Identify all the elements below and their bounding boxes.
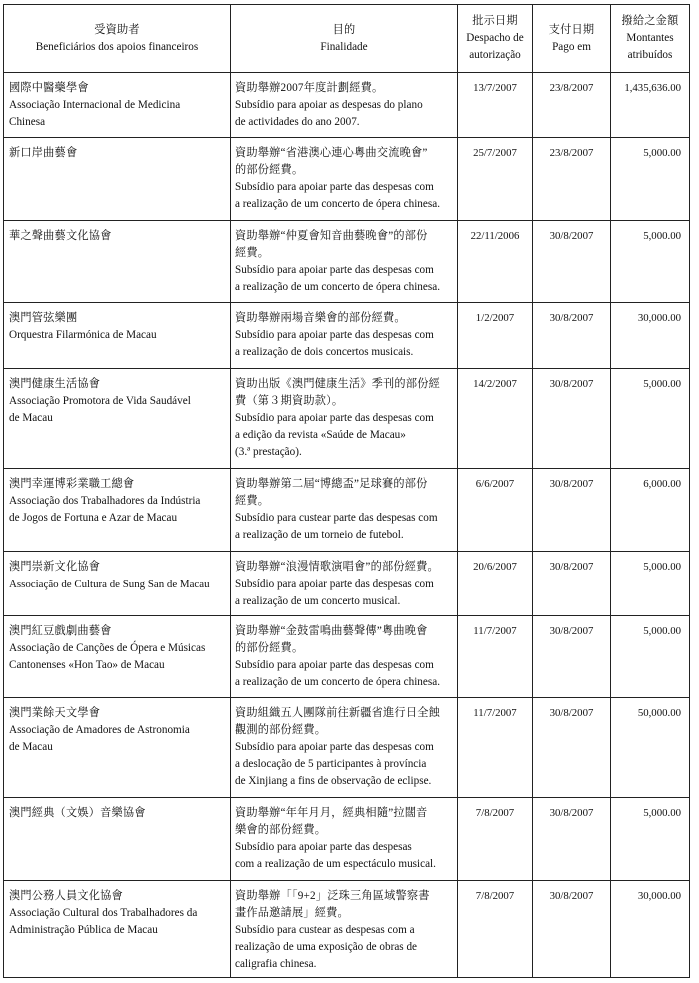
beneficiary-line: de Macau <box>9 412 53 424</box>
beneficiary-line: Associação Promotora de Vida Saudável <box>9 395 191 407</box>
approval-date-cell: 6/6/2007 <box>458 469 533 552</box>
amount-cell: 1,435,636.00 <box>611 73 690 138</box>
beneficiary-line: Associação de Cultura de Sung San de Macau <box>9 578 210 590</box>
header-beneficiary-pt: Beneficiários dos apoios financeiros <box>35 40 199 53</box>
purpose-cell <box>231 138 458 221</box>
amount-cell: 6,000.00 <box>611 469 690 552</box>
beneficiary-line: Associação Cultural dos Trabalhadores da <box>9 907 198 919</box>
grant-table <box>3 4 690 978</box>
purpose-line: 費（第３期資助款）。 <box>235 395 344 407</box>
purpose-cell <box>231 552 458 616</box>
purpose-line: a edição da revista «Saúde de Macau» <box>235 429 406 441</box>
purpose-line: 資助組織五人團隊前往新疆省進行日全蝕 <box>235 707 440 719</box>
beneficiary-cell <box>4 369 231 469</box>
purpose-line: Subsídio para apoiar parte das despesas com <box>235 741 434 753</box>
purpose-line: 資助舉辦“金鼓雷鳴曲藝聲傳”粵曲晚會 <box>235 625 428 637</box>
purpose-cell <box>231 881 458 978</box>
purpose-line: (3.ª prestação). <box>235 446 302 458</box>
header-amount-pt2: atribuídos <box>627 49 673 61</box>
approval-date-cell: 20/6/2007 <box>458 552 533 616</box>
purpose-cell <box>231 369 458 469</box>
beneficiary-cell <box>4 73 231 138</box>
beneficiary-line: Chinesa <box>9 116 46 128</box>
beneficiary-line: Associação dos Trabalhadores da Indústria <box>9 495 201 507</box>
header-payment-zh: 支付日期 <box>548 23 595 36</box>
payment-date-cell: 30/8/2007 <box>533 303 611 369</box>
purpose-line: Subsídio para apoiar parte das despesas com <box>235 181 434 193</box>
table-row <box>4 138 690 221</box>
header-approval-pt2: autorização <box>469 49 521 61</box>
purpose-line: 畫作品邀請展」經費。 <box>235 907 349 919</box>
header-purpose-zh: 目的 <box>332 23 356 36</box>
header-beneficiary <box>4 5 231 73</box>
beneficiary-cell <box>4 552 231 616</box>
approval-date-cell: 7/8/2007 <box>458 881 533 978</box>
purpose-cell <box>231 698 458 798</box>
purpose-line: 樂會的部份經費。 <box>235 824 327 836</box>
purpose-line: Subsídio para apoiar parte das despesas <box>235 841 412 853</box>
table-row <box>4 303 690 369</box>
purpose-line: a realização de um torneio de futebol. <box>235 529 404 541</box>
amount-cell: 5,000.00 <box>611 221 690 303</box>
purpose-line: Subsídio para apoiar parte das despesas com <box>235 329 434 341</box>
purpose-line: a deslocação de 5 participantes à província <box>235 758 427 770</box>
purpose-line: 的部份經費。 <box>235 164 304 176</box>
purpose-line: a realização de um concerto de ópera chinesa. <box>235 198 440 210</box>
table-row <box>4 73 690 138</box>
purpose-line: 觀測的部份經費。 <box>235 724 327 736</box>
payment-date-cell: 30/8/2007 <box>533 798 611 881</box>
purpose-line: 資助舉辦「「9+2」泛珠三角區域警察書 <box>235 890 430 902</box>
table-row <box>4 221 690 303</box>
header-amount-pt1: Montantes <box>626 32 674 44</box>
beneficiary-line: 澳門公務人員文化協會 <box>9 890 123 902</box>
purpose-cell <box>231 303 458 369</box>
table-row <box>4 552 690 616</box>
beneficiary-cell <box>4 798 231 881</box>
amount-cell: 5,000.00 <box>611 616 690 698</box>
beneficiary-line: Associação de Amadores de Astronomia <box>9 724 190 736</box>
beneficiary-cell <box>4 303 231 369</box>
approval-date-cell: 11/7/2007 <box>458 698 533 798</box>
header-amount-zh: 撥給之金額 <box>621 15 679 27</box>
purpose-cell <box>231 616 458 698</box>
header-approval-pt1: Despacho de <box>466 32 524 44</box>
beneficiary-line: 澳門健康生活協會 <box>9 378 101 390</box>
purpose-line: 的部份經費。 <box>235 642 304 654</box>
payment-date-cell: 30/8/2007 <box>533 616 611 698</box>
payment-date-cell: 30/8/2007 <box>533 698 611 798</box>
approval-date-cell: 11/7/2007 <box>458 616 533 698</box>
table-row <box>4 369 690 469</box>
header-payment-date <box>533 5 611 73</box>
purpose-line: 資助出版《澳門健康生活》季刊的部份經 <box>235 378 440 390</box>
purpose-line: 資助舉辦第二屆“博總盃”足球賽的部份 <box>235 478 428 490</box>
beneficiary-line: 澳門紅豆戲劇曲藝會 <box>9 625 112 637</box>
header-approval-date <box>458 5 533 73</box>
purpose-cell <box>231 798 458 881</box>
approval-date-cell: 7/8/2007 <box>458 798 533 881</box>
purpose-line: a realização de um concerto de ópera chinesa. <box>235 676 440 688</box>
beneficiary-line: de Macau <box>9 741 53 753</box>
beneficiary-line: Associação de Canções de Ópera e Músicas <box>9 642 206 654</box>
header-amount <box>611 5 690 73</box>
purpose-line: Subsídio para apoiar parte das despesas com <box>235 659 434 671</box>
purpose-line: caligrafia chinesa. <box>235 958 317 970</box>
purpose-line: 資助舉辦“浪漫情歌演唱會”的部份經費。 <box>235 561 439 573</box>
header-approval-zh: 批示日期 <box>472 15 518 27</box>
header-purpose <box>231 5 458 73</box>
purpose-cell <box>231 221 458 303</box>
beneficiary-cell <box>4 138 231 221</box>
beneficiary-cell <box>4 881 231 978</box>
amount-cell: 30,000.00 <box>611 303 690 369</box>
approval-date-cell: 13/7/2007 <box>458 73 533 138</box>
table-body <box>4 73 690 978</box>
beneficiary-line: 澳門經典（文娛）音樂協會 <box>9 807 146 819</box>
beneficiary-line: 澳門幸運博彩業職工總會 <box>9 478 135 490</box>
purpose-line: 資助舉辦“仲夏會知音曲藝晚會”的部份 <box>235 230 428 242</box>
purpose-line: Subsídio para apoiar parte das despesas com <box>235 578 434 590</box>
beneficiary-line: 澳門業餘天文學會 <box>9 707 101 719</box>
approval-date-cell: 1/2/2007 <box>458 303 533 369</box>
amount-cell: 30,000.00 <box>611 881 690 978</box>
beneficiary-line: 澳門崇新文化協會 <box>9 561 101 573</box>
beneficiary-cell <box>4 616 231 698</box>
beneficiary-cell <box>4 469 231 552</box>
purpose-line: Subsídio para custear as despesas com a <box>235 924 415 936</box>
purpose-line: de actividades do ano 2007. <box>235 116 360 128</box>
approval-date-cell: 22/11/2006 <box>458 221 533 303</box>
purpose-line: com a realização de um espectáculo musical. <box>235 858 436 870</box>
amount-cell: 50,000.00 <box>611 698 690 798</box>
purpose-cell <box>231 469 458 552</box>
purpose-line: a realização de um concerto de ópera chinesa. <box>235 281 440 293</box>
purpose-line: a realização de um concerto musical. <box>235 595 401 607</box>
purpose-line: 資助舉辦2007年度計劃經費。 <box>235 82 384 94</box>
purpose-line: de Xinjiang a fins de observação de eclipse. <box>235 775 432 787</box>
approval-date-cell: 14/2/2007 <box>458 369 533 469</box>
payment-date-cell: 23/8/2007 <box>533 73 611 138</box>
purpose-line: 經費。 <box>235 495 270 507</box>
purpose-line: Subsídio para apoiar parte das despesas com <box>235 264 434 276</box>
purpose-line: 經費。 <box>235 247 270 259</box>
payment-date-cell: 30/8/2007 <box>533 221 611 303</box>
payment-date-cell: 30/8/2007 <box>533 552 611 616</box>
table-row <box>4 798 690 881</box>
beneficiary-line: de Jogos de Fortuna e Azar de Macau <box>9 512 178 524</box>
header-payment-pt: Pago em <box>552 40 591 53</box>
purpose-line: Subsídio para apoiar as despesas do plano <box>235 99 423 111</box>
amount-cell: 5,000.00 <box>611 798 690 881</box>
purpose-line: Subsídio para custear parte das despesas com <box>235 512 438 524</box>
beneficiary-cell <box>4 221 231 303</box>
header-beneficiary-zh: 受資助者 <box>94 23 140 36</box>
amount-cell: 5,000.00 <box>611 369 690 469</box>
beneficiary-line: 新口岸曲藝會 <box>9 147 78 159</box>
amount-cell: 5,000.00 <box>611 552 690 616</box>
table-row <box>4 469 690 552</box>
purpose-cell <box>231 73 458 138</box>
beneficiary-line: 澳門管弦樂團 <box>9 312 78 324</box>
beneficiary-line: 國際中醫藥學會 <box>9 82 89 94</box>
beneficiary-line: Cantonenses «Hon Tao» de Macau <box>9 659 165 671</box>
beneficiary-line: 華之聲曲藝文化協會 <box>9 230 112 242</box>
amount-cell: 5,000.00 <box>611 138 690 221</box>
beneficiary-line: Administração Pública de Macau <box>9 924 158 936</box>
header-purpose-pt: Finalidade <box>320 40 368 53</box>
beneficiary-line: Associação Internacional de Medicina <box>9 99 181 111</box>
header-row <box>4 5 690 73</box>
table-row <box>4 616 690 698</box>
table-row <box>4 881 690 978</box>
purpose-line: 資助舉辦兩場音樂會的部份經費。 <box>235 312 406 324</box>
beneficiary-cell <box>4 698 231 798</box>
payment-date-cell: 30/8/2007 <box>533 881 611 978</box>
beneficiary-line: Orquestra Filarmónica de Macau <box>9 329 157 341</box>
purpose-line: realização de uma exposição de obras de <box>235 941 418 953</box>
payment-date-cell: 23/8/2007 <box>533 138 611 221</box>
purpose-line: a realização de dois concertos musicais. <box>235 346 414 358</box>
purpose-line: 資助舉辦“省港澳心連心粵曲交流晚會” <box>235 147 428 159</box>
payment-date-cell: 30/8/2007 <box>533 469 611 552</box>
purpose-line: Subsídio para apoiar parte das despesas com <box>235 412 434 424</box>
purpose-line: 資助舉辦“年年月月，經典相隨”拉闊音 <box>235 807 428 819</box>
payment-date-cell: 30/8/2007 <box>533 369 611 469</box>
table-row <box>4 698 690 798</box>
approval-date-cell: 25/7/2007 <box>458 138 533 221</box>
